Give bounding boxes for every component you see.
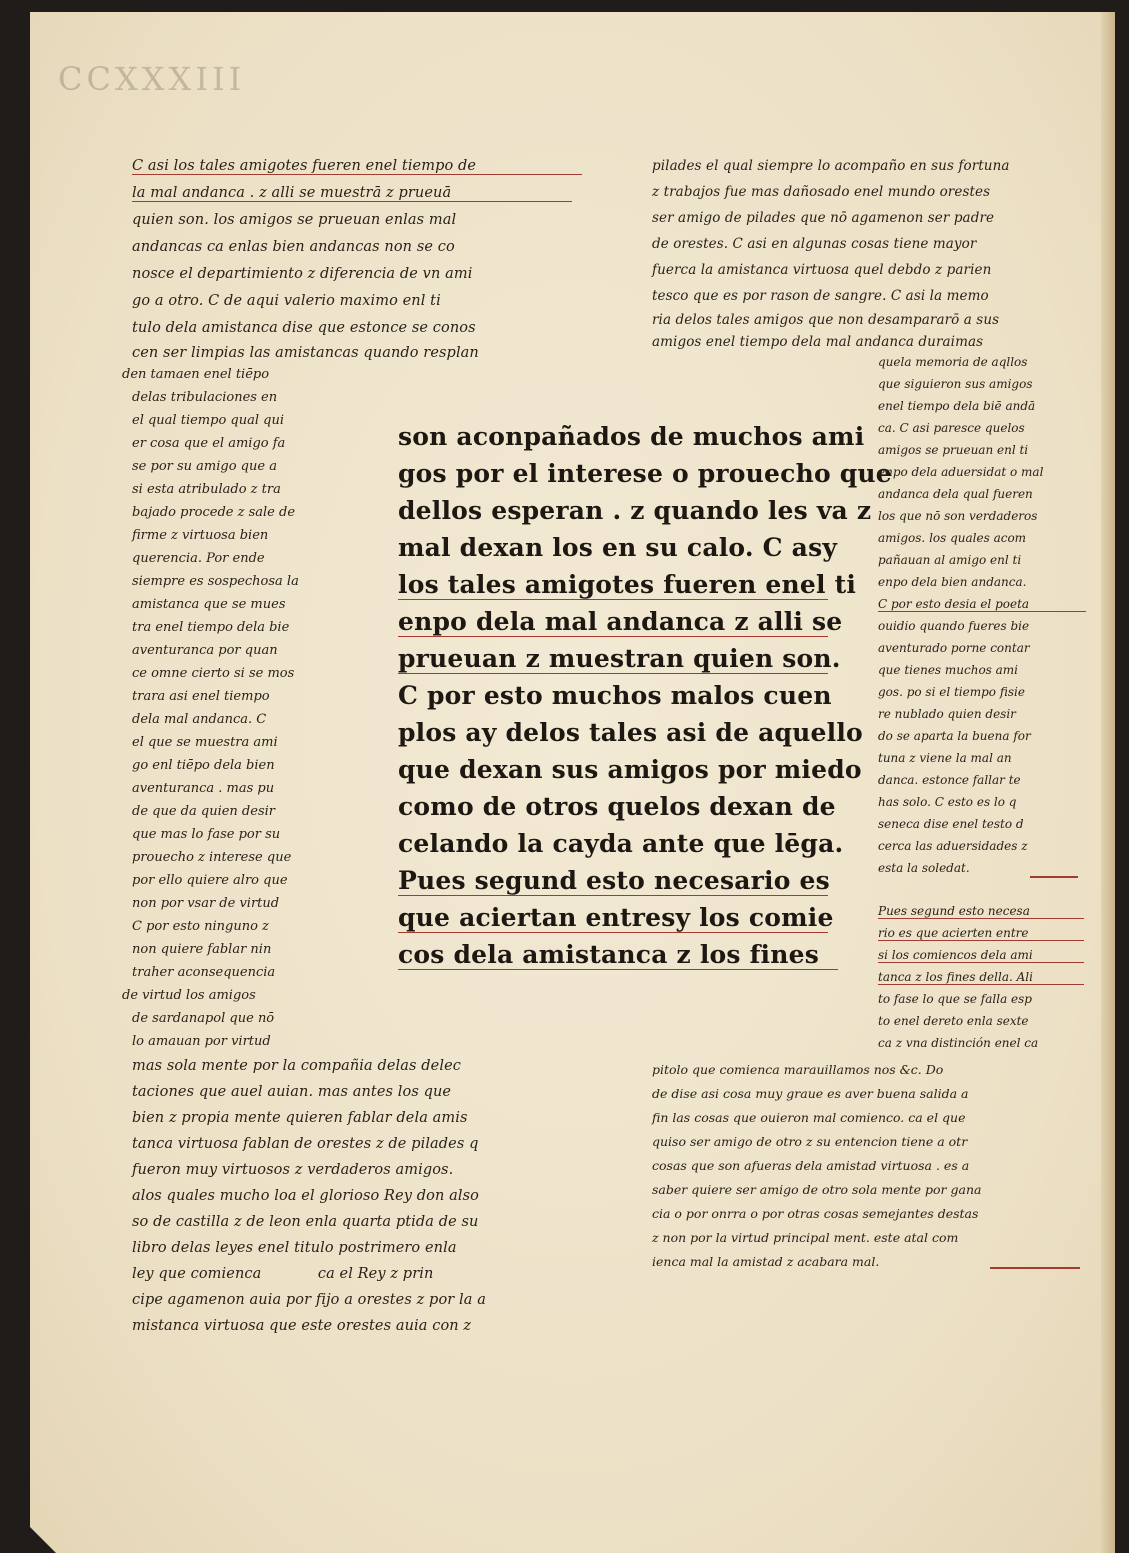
text-line: so de castilla z de leon enla quarta ptida de su: [132, 1214, 479, 1230]
text-line: que mas lo fase por su: [132, 827, 281, 842]
text-line: go a otro. C de aqui valerio maximo enl ti: [132, 293, 441, 309]
text-line: el qual tiempo qual qui: [132, 413, 284, 428]
text-line: firme z virtuosa bien: [132, 528, 269, 543]
text-line: alos quales mucho loa el glorioso Rey don also: [132, 1188, 479, 1204]
text-line: ce omne cierto si se mos: [132, 666, 295, 681]
page-edge: [1101, 12, 1115, 1553]
text-line: de virtud los amigos: [122, 988, 256, 1003]
text-line: den tamaen enel tiēpo: [122, 367, 270, 382]
text-line: Pues segund esto necesa: [878, 904, 1084, 919]
text-line: ca. C asi paresce quelos: [878, 421, 1025, 435]
text-line: mistanca virtuosa que este orestes auia con z: [132, 1318, 472, 1334]
text-line: los que nō son verdaderos: [878, 509, 1038, 523]
text-line: amigos. los quales acom: [878, 531, 1027, 545]
text-line: celando la cayda ante que lēga.: [398, 829, 844, 858]
text-line: quela memoria de aqllos: [878, 355, 1028, 369]
text-line: bajado procede z sale de: [132, 505, 296, 520]
text-line: cia o por onrra o por otras cosas semejantes destas: [652, 1206, 979, 1221]
text-line: tulo dela amistanca dise que estonce se conos: [132, 320, 476, 336]
text-line: z non por la virtud principal ment. este atal com: [652, 1230, 959, 1245]
text-line: traher aconsequencia: [132, 965, 276, 980]
text-line: ley que comienca ca el Rey z prin: [132, 1266, 434, 1282]
text-line: que dexan sus amigos por miedo: [398, 755, 862, 784]
text-line: tesco que es por rason de sangre. C asi la memo: [652, 288, 989, 304]
text-line: amistanca que se mues: [132, 597, 286, 612]
text-line: enpo dela aduersidat o mal: [878, 465, 1044, 479]
text-line: que aciertan entresy los comie: [398, 903, 834, 932]
text-line: que tienes muchos ami: [878, 663, 1019, 677]
text-line: dela mal andanca. C: [132, 712, 267, 727]
text-line: si los comiencos dela ami: [878, 948, 1084, 963]
text-line: que siguieron sus amigos: [878, 377, 1033, 391]
text-line: pitolo que comienca marauillamos nos &c. Do: [652, 1062, 944, 1077]
text-line: de sardanapol que nō: [132, 1011, 275, 1026]
text-line: non por vsar de virtud: [132, 896, 280, 911]
text-line: por ello quiere alro que: [132, 873, 288, 888]
text-line: ser amigo de pilades que nō agamenon ser padre: [652, 210, 995, 226]
text-line: enpo dela bien andanca.: [878, 575, 1027, 589]
text-line: has solo. C esto es lo q: [878, 795, 1017, 809]
text-line: cosas que son afueras dela amistad virtuosa . es a: [652, 1158, 970, 1173]
text-line: plos ay delos tales asi de aquello: [398, 718, 863, 747]
text-line: enpo dela mal andanca z alli se: [398, 607, 843, 636]
folio-number: CCXXXIII: [58, 60, 246, 98]
text-line: do se aparta la buena for: [878, 729, 1031, 743]
text-line: cipe agamenon auia por fijo a orestes z por la a: [132, 1292, 486, 1308]
text-line: pañauan al amigo enl ti: [878, 553, 1022, 567]
text-line: aventuranca . mas pu: [132, 781, 275, 796]
line-filler-stroke: [1030, 876, 1078, 878]
text-line: ienca mal la amistad z acabara mal.: [652, 1254, 880, 1269]
text-line: ria delos tales amigos que non desampararō a sus: [652, 312, 1000, 328]
text-line: como de otros quelos dexan de: [398, 792, 836, 821]
page-corner: [30, 1527, 56, 1553]
text-line: los tales amigotes fueren enel ti: [398, 570, 857, 599]
text-line: quien son. los amigos se prueuan enlas mal: [132, 212, 457, 228]
manuscript-page: [30, 12, 1115, 1553]
text-line: cerca las aduersidades z: [878, 839, 1028, 853]
text-line: son aconpañados de muchos ami: [398, 422, 865, 451]
text-line: z trabajos fue mas dañosado enel mundo orestes: [652, 184, 991, 200]
text-line: C por esto ninguno z: [132, 919, 269, 934]
text-line: tuna z viene la mal an: [878, 751, 1012, 765]
text-line: de orestes. C asi en algunas cosas tiene mayor: [652, 236, 977, 252]
text-line: ca z vna distinción enel ca: [878, 1036, 1039, 1050]
text-line: bien z propia mente quieren fablar dela amis: [132, 1110, 468, 1126]
text-line: querencia. Por ende: [132, 551, 265, 566]
text-line: amigos enel tiempo dela mal andanca duraimas: [652, 334, 984, 350]
text-line: nosce el departimiento z diferencia de vn ami: [132, 266, 473, 282]
text-line: ouidio quando fueres bie: [878, 619, 1030, 633]
text-line: er cosa que el amigo fa: [132, 436, 286, 451]
text-line: pilades el qual siempre lo acompaño en sus fortuna: [652, 158, 1010, 174]
text-line: siempre es sospechosa la: [132, 574, 299, 589]
text-line: prueuan z muestran quien son.: [398, 644, 841, 673]
line-filler-stroke: [990, 1267, 1080, 1269]
text-line: to enel dereto enla sexte: [878, 1014, 1029, 1028]
text-line: C por esto desia el poeta: [878, 597, 1086, 612]
text-line: mal dexan los en su calo. C asy: [398, 533, 838, 562]
text-line: gos. po si el tiempo fisie: [878, 685, 1025, 699]
text-line: fuerca la amistanca virtuosa quel debdo z parien: [652, 262, 992, 278]
text-line: C asi los tales amigotes fueren enel tiempo de: [132, 158, 582, 175]
text-line: si esta atribulado z tra: [132, 482, 281, 497]
text-line: andanca dela qual fueren: [878, 487, 1033, 501]
text-line: quiso ser amigo de otro z su entencion tiene a otr: [652, 1134, 968, 1149]
text-line: el que se muestra ami: [132, 735, 278, 750]
text-line: gos por el interese o prouecho que: [398, 459, 892, 488]
text-line: C por esto muchos malos cuen: [398, 681, 832, 710]
text-line: amigos se prueuan enl ti: [878, 443, 1029, 457]
text-line: Pues segund esto necesario es: [398, 866, 830, 895]
text-line: dellos esperan . z quando les va z: [398, 496, 872, 525]
text-line: tra enel tiempo dela bie: [132, 620, 290, 635]
text-line: lo amauan por virtud: [132, 1034, 271, 1049]
text-line: enel tiempo dela biē andā: [878, 399, 1036, 413]
text-line: taciones que auel auian. mas antes los que: [132, 1084, 452, 1100]
text-line: trara asi enel tiempo: [132, 689, 270, 704]
text-line: saber quiere ser amigo de otro sola mente por gana: [652, 1182, 982, 1197]
text-line: to fase lo que se falla esp: [878, 992, 1032, 1006]
text-line: delas tribulaciones en: [132, 390, 278, 405]
text-line: libro delas leyes enel titulo postrimero enla: [132, 1240, 457, 1256]
text-line: tanca virtuosa fablan de orestes z de pilades q: [132, 1136, 479, 1152]
text-line: rio es que acierten entre: [878, 926, 1084, 941]
text-line: la mal andanca . z alli se muestrā z prueuā: [132, 185, 572, 202]
text-line: de que da quien desir: [132, 804, 275, 819]
text-line: se por su amigo que a: [132, 459, 277, 474]
text-line: danca. estonce fallar te: [878, 773, 1021, 787]
text-line: cen ser limpias las amistancas quando resplan: [132, 345, 479, 361]
text-line: aventurado porne contar: [878, 641, 1030, 655]
text-line: prouecho z interese que: [132, 850, 292, 865]
text-line: mas sola mente por la compañia delas delec: [132, 1058, 461, 1074]
text-line: fueron muy virtuosos z verdaderos amigos.: [132, 1162, 454, 1178]
text-line: go enl tiēpo dela bien: [132, 758, 275, 773]
text-line: cos dela amistanca z los fines: [398, 940, 838, 970]
text-line: fin las cosas que ouieron mal comienco. ca el que: [652, 1110, 966, 1125]
text-line: non quiere fablar nin: [132, 942, 272, 957]
text-line: de dise asi cosa muy graue es aver buena salida a: [652, 1086, 969, 1101]
text-line: re nublado quien desir: [878, 707, 1016, 721]
text-line: andancas ca enlas bien andancas non se co: [132, 239, 455, 255]
text-line: tanca z los fines della. Ali: [878, 970, 1084, 985]
text-line: aventuranca por quan: [132, 643, 278, 658]
text-line: seneca dise enel testo d: [878, 817, 1024, 831]
text-line: esta la soledat.: [878, 861, 970, 875]
